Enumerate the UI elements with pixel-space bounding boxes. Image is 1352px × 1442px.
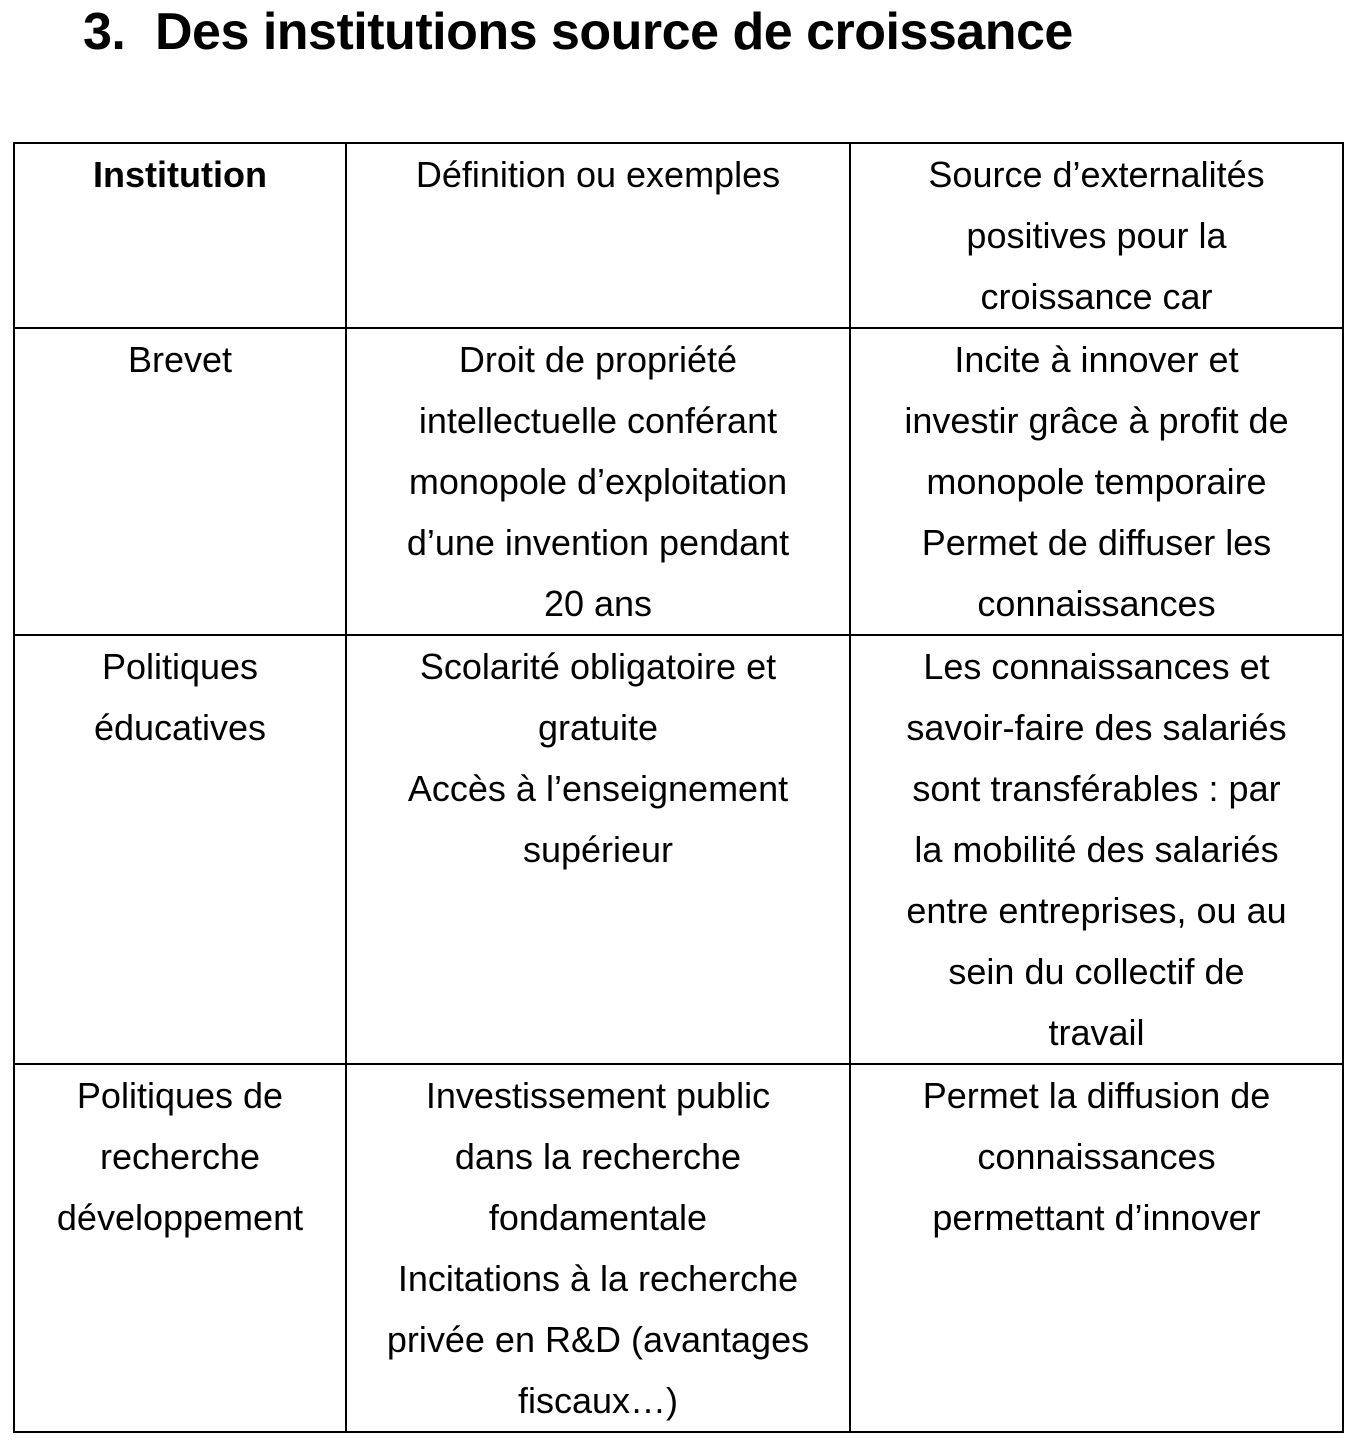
- table-row: [14, 635, 1343, 1064]
- header-externalites: Source d’externalités positives pour la croissance car: [850, 143, 1343, 328]
- cell-definition: Droit de propriété intellectuelle conférant monopole d’exploitation d’une invention pendant 20 ans: [346, 328, 850, 635]
- cell-externalites: Incite à innover et investir grâce à profit de monopole temporaire Permet de diffuser les connaissances: [850, 328, 1343, 635]
- cell-definition: Investissement public dans la recherche fondamentale Incitations à la recherche privée en R&D (avantages fiscaux…): [346, 1064, 850, 1432]
- section-number: 3.: [83, 3, 126, 61]
- cell-definition: Scolarité obligatoire et gratuite Accès à l’enseignement supérieur: [346, 635, 850, 1064]
- table-row: [14, 328, 1343, 635]
- cell-institution: Politiques éducatives: [14, 635, 346, 1064]
- table-header-row: [14, 143, 1343, 328]
- table-row: [14, 1064, 1343, 1432]
- header-institution: Institution: [14, 143, 346, 328]
- cell-externalites: Les connaissances et savoir-faire des salariés sont transférables : par la mobilité des salariés entre entreprises, ou au sein du collectif de travail: [850, 635, 1343, 1064]
- institutions-table: [13, 142, 1344, 1433]
- section-title: Des institutions source de croissance: [155, 3, 1073, 61]
- cell-institution: Politiques de recherche développement: [14, 1064, 346, 1432]
- cell-institution: Brevet: [14, 328, 346, 635]
- cell-externalites: Permet la diffusion de connaissances permettant d’innover: [850, 1064, 1343, 1432]
- header-definition: Définition ou exemples: [346, 143, 850, 328]
- section-heading: [83, 0, 1073, 64]
